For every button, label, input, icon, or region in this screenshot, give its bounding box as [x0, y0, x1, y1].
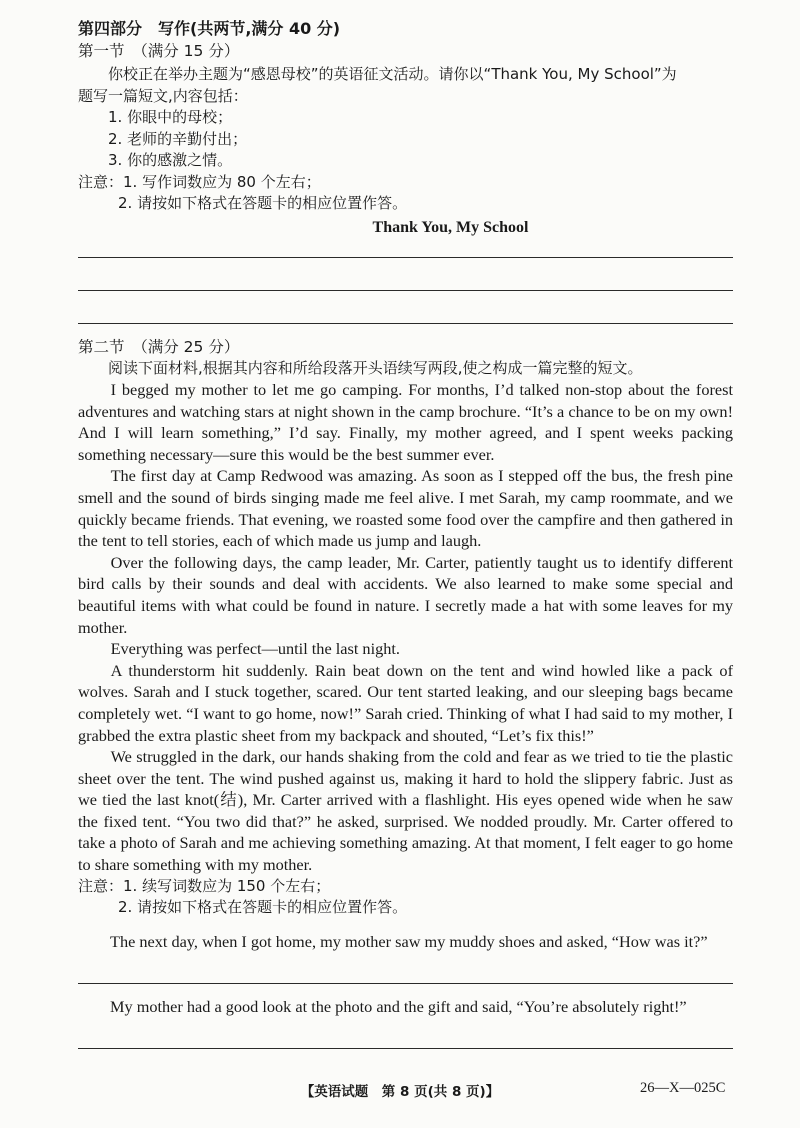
part-heading: 第四部分 写作(共两节,满分 40 分) — [78, 19, 341, 38]
answer-line — [78, 290, 733, 291]
footer-paper-code: 26—X—025C — [640, 1080, 726, 1096]
passage-paragraph: We struggled in the dark, our hands shaking from the cold and fear as we tried to tie the plastic sheet over the tent. The wind pushed against us, making it hard to hold the slippery fabric. Just as we tied the last knot(结), Mr. Carter arrived with a flashlight. His eyes opened wide when he saw the fixed tent. “You two did that?” he asked, surprised. We nodded proudly. Mr. Carter offered to take a photo of Sarah and me achieving something amazing. At that moment, I felt eager to go home to share something with my mother. — [78, 747, 733, 875]
continuation-starter-1: The next day, when I got home, my mother saw my muddy shoes and asked, “How was it?” — [110, 931, 708, 951]
content-point-2: 2. 老师的辛勤付出； — [108, 129, 248, 148]
section-1-prompt-line2: 题写一篇短文,内容包括： — [78, 86, 248, 105]
passage-paragraph: Everything was perfect—until the last night. — [110, 639, 400, 659]
section-2-heading: 第二节 （满分 25 分） — [78, 337, 240, 356]
section-2-note-2: 2. 请按如下格式在答题卡的相应位置作答。 — [118, 898, 408, 917]
page-footer — [0, 1080, 800, 1104]
essay-title: Thank You, My School — [372, 218, 529, 236]
section-1-note-1: 注意：1. 写作词数应为 80 个左右； — [78, 172, 321, 191]
section-1-note-2: 2. 请按如下格式在答题卡的相应位置作答。 — [118, 194, 408, 212]
section-2-instruction: 阅读下面材料,根据其内容和所给段落开头语续写两段,使之构成一篇完整的短文。 — [108, 358, 643, 377]
continuation-starter-2: My mother had a good look at the photo and the gift and said, “You’re absolutely right!” — [110, 996, 687, 1016]
passage-paragraph: Over the following days, the camp leader, Mr. Carter, patiently taught us to identify different bird calls by their sounds and deal with accidents. We also learned to make some special and beautiful items with what could be found in nature. I secretly made a hat with some leaves for my mother. — [78, 552, 733, 637]
answer-line — [78, 1048, 733, 1049]
content-point-1: 1. 你眼中的母校； — [108, 108, 233, 126]
passage-paragraph: I begged my mother to let me go camping. For months, I’d talked non-stop about the forest adventures and watching stars at night shown in the camp brochure. “It’s a chance to be on my own! And I will learn something,” I’d say. Finally, my mother agreed, and I spent weeks packing something necessary—sure this would be the best summer ever. — [78, 380, 733, 464]
section-1 — [78, 40, 733, 324]
answer-line — [78, 323, 733, 324]
answer-line — [78, 983, 733, 984]
passage-paragraph: A thunderstorm hit suddenly. Rain beat down on the tent and wind howled like a pack of wolves. Sarah and I stuck together, scared. Our tent started leaking, and our sleeping bags became completely wet. “I want to go home, now!” Sarah cried. Thinking of what I had said to my mother, I grabbed the extra plastic sheet from my backpack and shouted, “Let’s fix this!” — [78, 660, 733, 745]
section-2 — [78, 336, 733, 1049]
footer-page-info: 【英语试题 第 8 页(共 8 页)】 — [300, 1084, 500, 1100]
section-1-heading: 第一节 （满分 15 分） — [78, 42, 240, 60]
content-point-3: 3. 你的感激之情。 — [108, 151, 233, 169]
passage-paragraph: The first day at Camp Redwood was amazing. As soon as I stepped off the bus, the fresh pine smell and the sound of birds singing made me feel alive. I met Sarah, my camp roommate, and we quickly became friends. That evening, we roasted some food over the campfire and then gathered in the tent to tell stories, each of which made us jump and laugh. — [78, 466, 733, 551]
exam-page — [78, 18, 733, 1049]
section-2-note-1: 注意：1. 续写词数应为 150 个左右； — [78, 876, 331, 895]
answer-line — [78, 257, 733, 258]
section-1-prompt-line1: 你校正在举办主题为“感恩母校”的英语征文活动。请你以“Thank You, My School”为 — [108, 65, 677, 83]
section-1-prompt — [78, 64, 733, 86]
